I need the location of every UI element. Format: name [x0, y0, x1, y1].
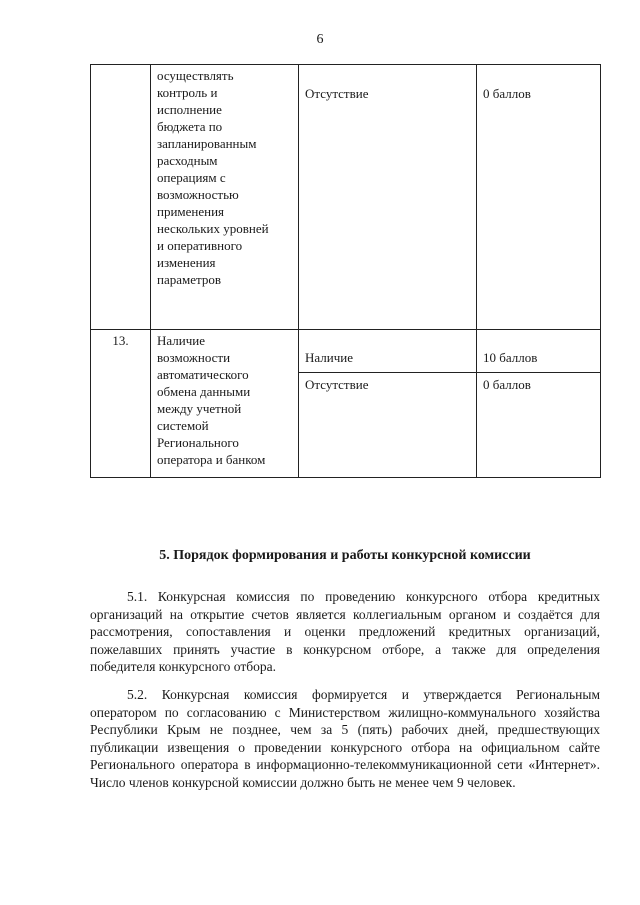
option-value: Отсутствие	[305, 377, 369, 392]
criterion-line: оператора и банком	[157, 452, 266, 467]
option-value-cell	[299, 65, 477, 330]
criterion-line: изменения	[157, 255, 216, 270]
criterion-line: Наличие	[157, 333, 205, 348]
criterion-text	[151, 65, 298, 288]
criterion-line: бюджета по	[157, 119, 223, 134]
criterion-line: параметров	[157, 272, 221, 287]
table-row	[91, 65, 601, 330]
page-number: 6	[316, 32, 324, 47]
option-score: 10 баллов	[483, 350, 538, 365]
option-score: 0 баллов	[483, 86, 531, 101]
row-number-cell	[91, 65, 151, 330]
criterion-text	[151, 330, 298, 468]
criterion-line: нескольких уровней	[157, 221, 269, 236]
option-value-cell	[299, 373, 477, 478]
criterion-line: применения	[157, 204, 225, 219]
option-score: 0 баллов	[483, 377, 531, 392]
criterion-line: возможностью	[157, 187, 239, 202]
option-value: Наличие	[305, 350, 353, 365]
criterion-line: запланированным	[157, 136, 257, 151]
option-score-cell	[477, 373, 601, 478]
criterion-line: расходным	[157, 153, 218, 168]
criterion-line: возможности	[157, 350, 231, 365]
row-number: 13.	[112, 333, 129, 348]
criterion-line: операциям с	[157, 170, 226, 185]
criterion-cell	[151, 330, 299, 478]
criterion-line: и оперативного	[157, 238, 243, 253]
criteria-table	[90, 64, 601, 478]
criterion-cell	[151, 65, 299, 330]
criterion-line: исполнение	[157, 102, 222, 117]
option-score-cell	[477, 330, 601, 373]
criterion-line: системой	[157, 418, 209, 433]
criterion-line: осуществлять	[157, 68, 234, 83]
row-number	[91, 65, 150, 67]
table-row	[91, 330, 601, 373]
row-number-cell	[91, 330, 151, 478]
criterion-line: автоматического	[157, 367, 249, 382]
criterion-line: обмена данными	[157, 384, 251, 399]
option-score-cell	[477, 65, 601, 330]
paragraph-5-1: 5.1. Конкурсная комиссия по проведению конкурсного отбора кредитных организаций на открытие счетов является коллегиальным органом и создаётся для рассмотрения, сопоставления и оценки предложений кредитных организаций, пожелавших принять участие в конкурсном отборе, а также для определения победителя конкурсного отбора.	[90, 589, 600, 675]
criterion-line: контроль и	[157, 85, 218, 100]
option-value-cell	[299, 330, 477, 373]
section-heading: 5. Порядок формирования и работы конкурсной комиссии	[159, 548, 531, 563]
paragraph-5-2: 5.2. Конкурсная комиссия формируется и утверждается Региональным оператором по согласованию с Министерством жилищно-коммунального хозяйства Республики Крым не позднее, чем за 5 (пять) рабочих дней, предшествующих публикации извещения о проведении конкурсного отбора на официальном сайте Регионального оператора в информационно-телекоммуникационной сети «Интернет». Число членов конкурсной комиссии должно быть не менее чем 9 человек.	[90, 687, 600, 790]
option-value: Отсутствие	[305, 86, 369, 101]
criterion-line: Регионального	[157, 435, 239, 450]
criterion-line: между учетной	[157, 401, 242, 416]
